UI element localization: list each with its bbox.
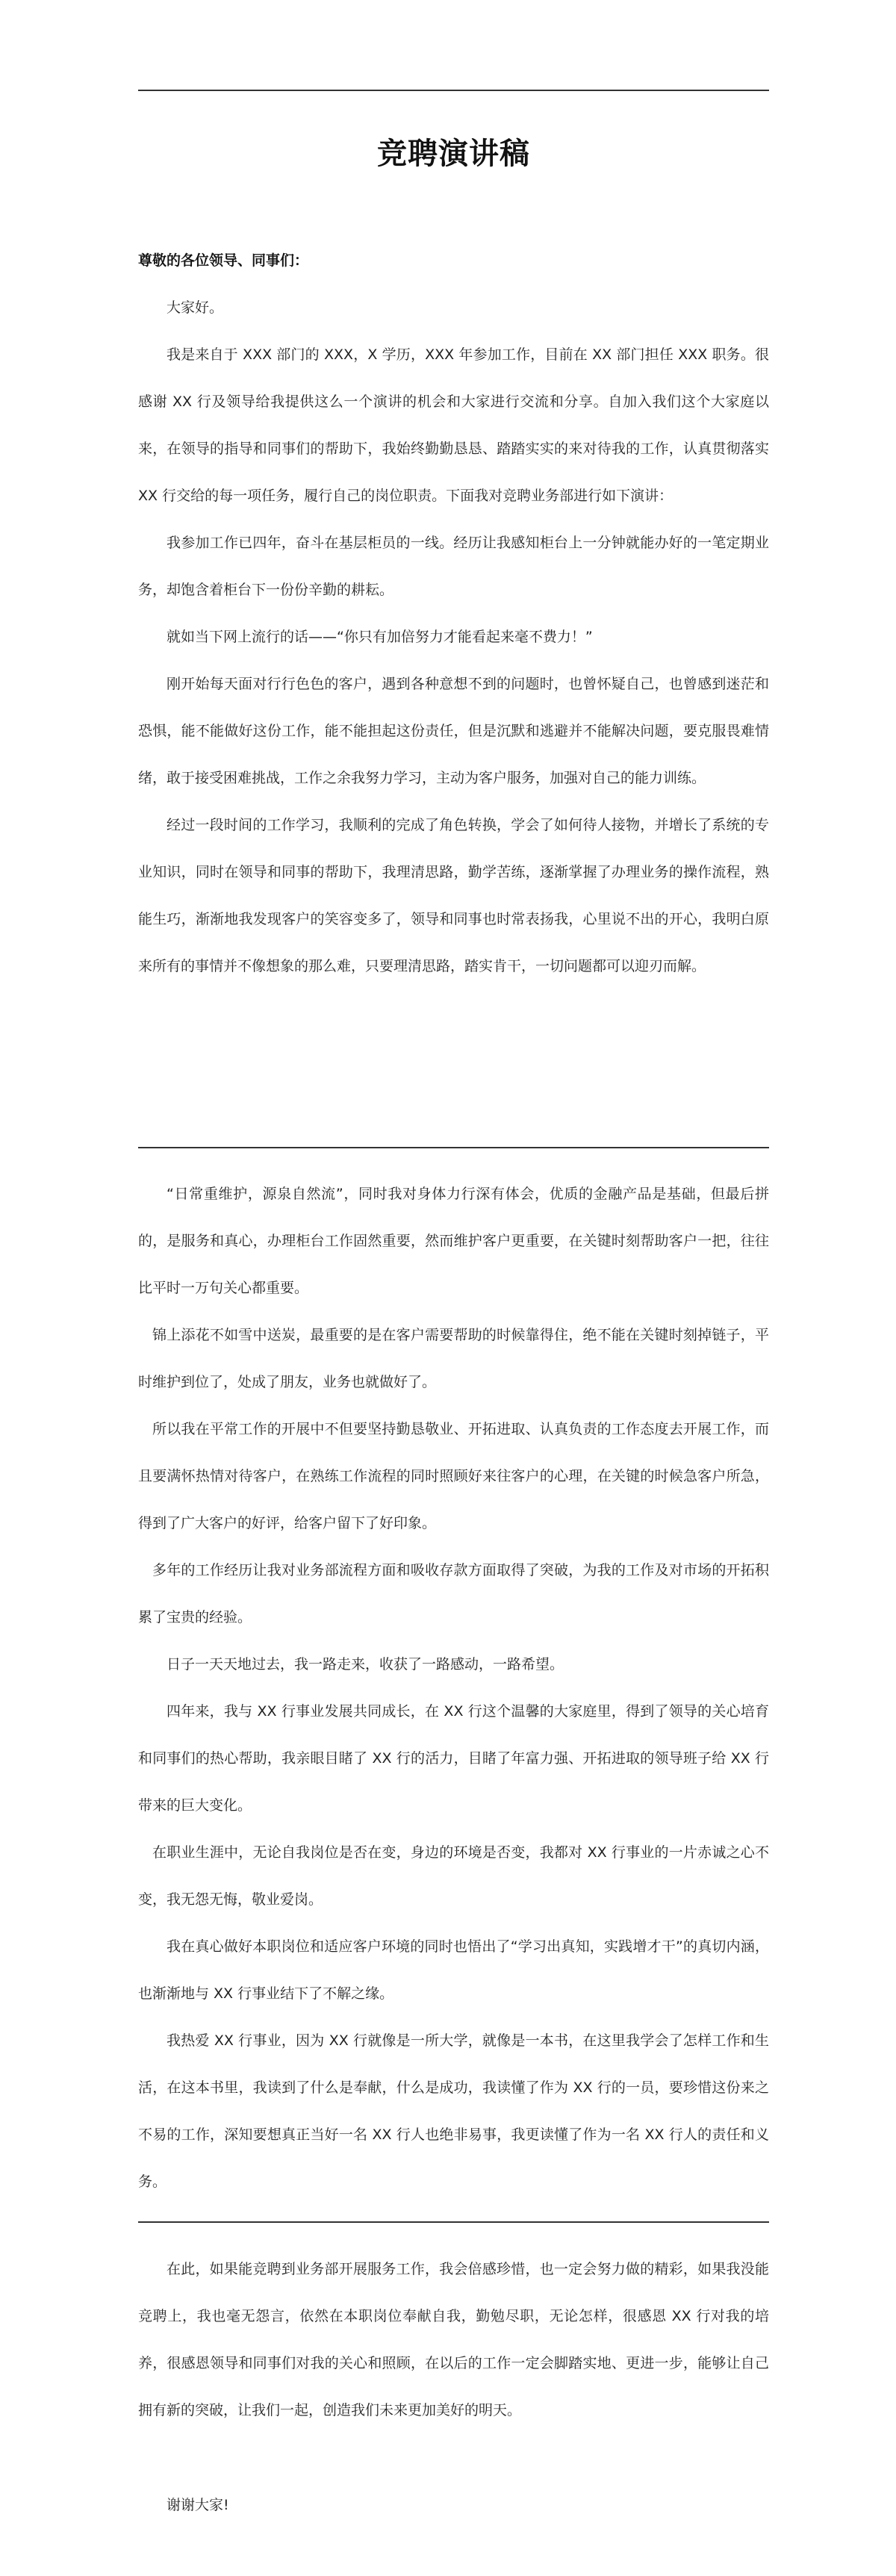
paragraph: “日常重维护，源泉自然流”，同时我对身体力行深有体会，优质的金融产品是基础，但最后拼的，是服务和真心，办理柜台工作固然重要，然而维护客户更重要，在关键时刻帮助客户一把，往往比平时一万句关心都重要。 — [138, 1186, 769, 1296]
top-rule — [138, 90, 769, 91]
page-divider — [138, 2221, 769, 2223]
paragraph: 所以我在平常工作的开展中不但要坚持勤恳敬业、开拓进取、认真负责的工作态度去开展工作，而且要满怀热情对待客户，在熟练工作流程的同时照顾好来往客户的心理，在关键的时候急客户所急，得到了广大客户的好评，给客户留下了好印象。 — [138, 1421, 769, 1531]
paragraph: 多年的工作经历让我对业务部流程方面和吸收存款方面取得了突破，为我的工作及对市场的开拓积累了宝贵的经验。 — [138, 1562, 769, 1625]
paragraph: 我在真心做好本职岗位和适应客户环境的同时也悟出了“学习出真知，实践增才干”的真切内涵，也渐渐地与 XX 行事业结下了不解之缘。 — [138, 1938, 769, 2002]
paragraph: 大家好。 — [167, 299, 224, 316]
section-page-1 — [138, 237, 769, 990]
section-page-2 — [138, 1171, 769, 2206]
paragraph: 经过一段时间的工作学习，我顺利的完成了角色转换，学会了如何待人接物，并增长了系统的专业知识，同时在领导和同事的帮助下，我理清思路，勤学苦练，逐渐掌握了办理业务的操作流程，熟能生巧，渐渐地我发现客户的笑容变多了，领导和同事也时常表扬我，心里说不出的开心，我明白原来所有的事情并不像想象的那么难，只要理清思路，踏实肯干，一切问题都可以迎刃而解。 — [138, 817, 769, 974]
section-page-3 — [138, 2246, 769, 2434]
page-divider — [138, 1147, 769, 1148]
paragraph: 就如当下网上流行的话——“你只有加倍努力才能看起来毫不费力！” — [167, 629, 593, 645]
paragraph: 在此，如果能竞聘到业务部开展服务工作，我会倍感珍惜，也一定会努力做的精彩，如果我没能竞聘上，我也毫无怨言，依然在本职岗位奉献自我，勤勉尽职，无论怎样，很感恩 XX 行对我的培养，很感恩领导和同事们对我的关心和照顾，在以后的工作一定会脚踏实地、更进一步，能够让自己拥有新的突破，让我们一起，创造我们未来更加美好的明天。 — [138, 2261, 769, 2418]
paragraph: 锦上添花不如雪中送炭，最重要的是在客户需要帮助的时候靠得住，绝不能在关键时刻掉链子，平时维护到位了，处成了朋友，业务也就做好了。 — [138, 1327, 769, 1390]
paragraph: 在职业生涯中，无论自我岗位是否在变，身边的环境是否变，我都对 XX 行事业的一片赤诚之心不变，我无怨无悔，敬业爱岗。 — [138, 1844, 769, 1908]
paragraph: 我热爱 XX 行事业，因为 XX 行就像是一所大学，就像是一本书，在这里我学会了怎样工作和生活，在这本书里，我读到了什么是奉献，什么是成功，我读懂了作为 XX 行的一员，要珍惜这份来之不易的工作，深知要想真正当好一名 XX 行人也绝非易事，我更读懂了作为一名 XX 行人的责任和义务。 — [138, 2032, 769, 2190]
paragraph: 刚开始每天面对行行色色的客户，遇到各种意想不到的问题时，也曾怀疑自己，也曾感到迷茫和恐惧，能不能做好这份工作，能不能担起这份责任，但是沉默和逃避并不能解决问题，要克服畏难情绪，敢于接受困难挑战，工作之余我努力学习，主动为客户服务，加强对自己的能力训练。 — [138, 676, 769, 786]
salutation: 尊敬的各位领导、同事们： — [138, 252, 309, 269]
paragraph: 日子一天天地过去，我一路走来，收获了一路感动，一路希望。 — [167, 1656, 564, 1673]
paragraph: 我参加工作已四年，奋斗在基层柜员的一线。经历让我感知柜台上一分钟就能办好的一笔定期业务，却饱含着柜台下一份份辛勤的耕耘。 — [138, 535, 769, 598]
closing-text: 谢谢大家! — [167, 2497, 229, 2513]
paragraph: 我是来自于 XXX 部门的 XXX，X 学历，XXX 年参加工作，目前在 XX 部门担任 XXX 职务。很感谢 XX 行及领导给我提供这么一个演讲的机会和大家进行交流和分享。自加入我们这个大家庭以来，在领导的指导和同事们的帮助下，我始终勤勤恳恳、踏踏实实的来对待我的工作，认真贯彻落实 XX 行交给的每一项任务，履行自己的岗位职责。下面我对竞聘业务部进行如下演讲： — [138, 346, 769, 504]
closing-section — [138, 2482, 769, 2529]
page-title: 竞聘演讲稿 — [377, 137, 530, 171]
paragraph: 四年来，我与 XX 行事业发展共同成长，在 XX 行这个温馨的大家庭里，得到了领导的关心培育和同事们的热心帮助，我亲眼目睹了 XX 行的活力，目睹了年富力强、开拓进取的领导班子给 XX 行带来的巨大变化。 — [138, 1703, 769, 1814]
